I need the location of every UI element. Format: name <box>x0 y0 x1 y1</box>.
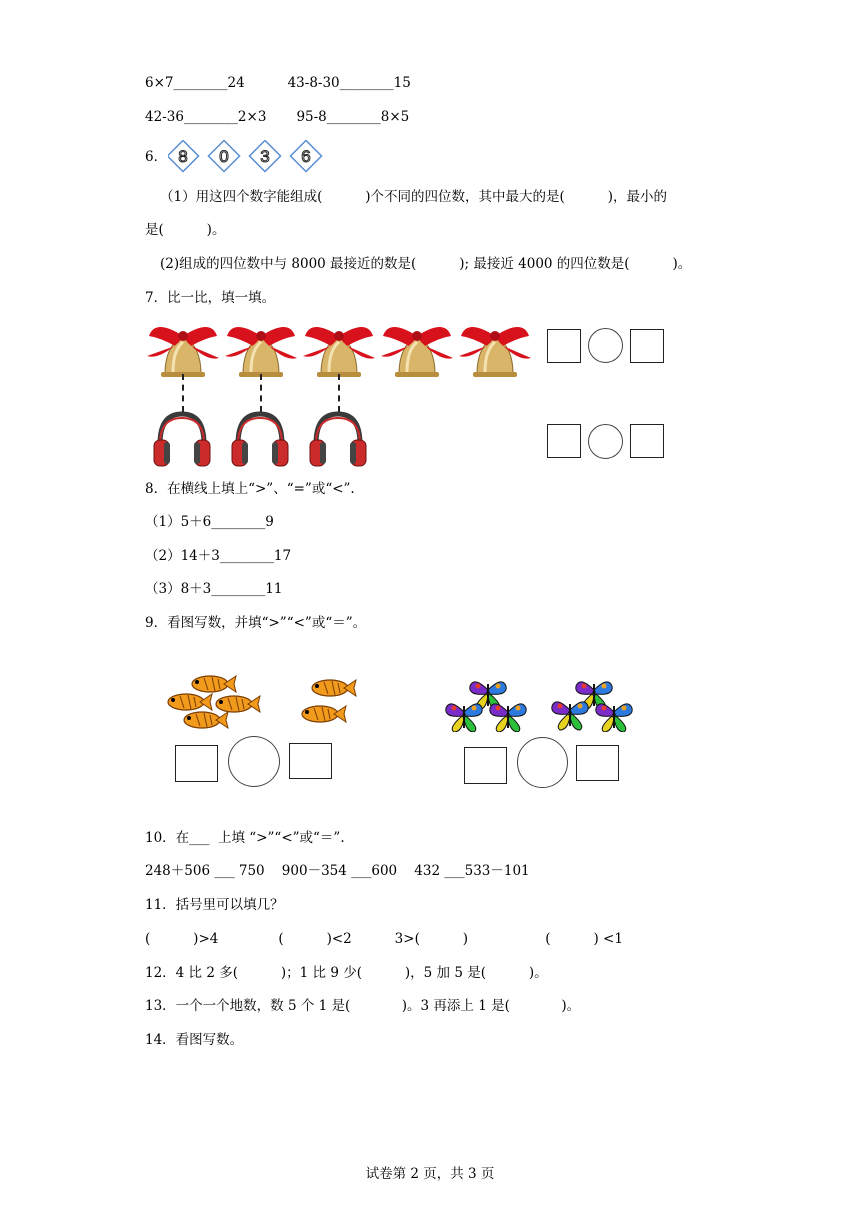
butterfly-icon-2 <box>446 704 482 732</box>
question-8-part-1: （1）5＋6________9 <box>145 514 274 530</box>
fish-icon-5 <box>312 680 356 696</box>
digit-tile-3 <box>249 140 280 171</box>
butterfly-group <box>442 676 638 732</box>
answer-box-9a-right[interactable] <box>289 743 332 779</box>
answer-box-7a-left[interactable] <box>547 329 581 363</box>
fish-icon-4 <box>184 712 228 728</box>
answer-circle-7a[interactable] <box>588 328 623 363</box>
answer-circle-9b[interactable] <box>517 737 568 788</box>
question-6-part-1a: （1）用这四个数字能组成( )个不同的四位数，其中最大的是( )，最小的 <box>160 189 667 205</box>
fish-group <box>160 670 370 740</box>
answer-circle-9a[interactable] <box>228 736 280 787</box>
answer-box-7b-right[interactable] <box>630 424 664 458</box>
answer-box-7b-left[interactable] <box>547 424 581 458</box>
digit-1: 0 <box>219 147 229 166</box>
digit-tile-8 <box>168 140 199 171</box>
question-10-expressions: 248＋506 ___ 750 900－354 ___600 432 ___533－101 <box>145 863 530 879</box>
question-14: 14．看图写数。 <box>145 1032 244 1048</box>
digit-2: 3 <box>260 147 270 166</box>
headphones-icon-1 <box>154 414 210 466</box>
headphones-icon-2 <box>232 414 288 466</box>
question-11-title: 11．括号里可以填几？ <box>145 897 284 913</box>
answer-box-9b-left[interactable] <box>464 747 507 784</box>
connector-line-1 <box>182 374 184 412</box>
headphones-row <box>150 410 380 470</box>
answer-box-7a-right[interactable] <box>630 329 664 363</box>
connector-line-2 <box>260 374 262 412</box>
bell-icon-1 <box>147 327 219 377</box>
butterfly-icon-3 <box>490 704 526 732</box>
question-7-title: 7．比一比，填一填。 <box>145 290 276 306</box>
answer-circle-7b[interactable] <box>588 424 623 459</box>
digit-0: 8 <box>178 147 188 166</box>
compare-line-1: 6×7________24 43-8-30________15 <box>145 75 411 91</box>
bell-icon-2 <box>225 327 297 377</box>
question-13: 13．一个一个地数，数 5 个 1 是( )。3 再添上 1 是( )。 <box>145 998 581 1014</box>
fish-icon-3 <box>216 696 260 712</box>
digit-tile-6 <box>290 140 321 171</box>
bell-icon-3 <box>303 327 375 377</box>
bells-row <box>145 316 535 382</box>
fish-icon-1 <box>192 676 236 692</box>
question-6-number: 6． <box>145 149 168 165</box>
bell-icon-5 <box>459 327 531 377</box>
answer-box-9b-right[interactable] <box>576 745 619 781</box>
compare-line-2: 42-36________2×3 95-8________8×5 <box>145 109 410 125</box>
question-8-title: 8．在横线上填上“>”、“=”或“<”. <box>145 481 355 497</box>
butterfly-icon-5 <box>552 702 588 730</box>
question-12: 12．4 比 2 多( )；1 比 9 少( )，5 加 5 是( )。 <box>145 965 548 981</box>
fish-icon-6 <box>302 706 346 722</box>
connector-line-3 <box>338 374 340 412</box>
question-10-title: 10．在___ 上填 “>”“<”或“＝”. <box>145 830 345 846</box>
digit-3: 6 <box>301 147 311 166</box>
page-footer: 试卷第 2 页，共 3 页 <box>365 1166 495 1182</box>
butterfly-icon-6 <box>596 704 632 732</box>
question-8-part-3: （3）8＋3________11 <box>145 581 283 597</box>
digit-tiles <box>168 140 328 174</box>
answer-box-9a-left[interactable] <box>175 745 218 782</box>
headphones-icon-3 <box>310 414 366 466</box>
question-9-title: 9．看图写数，并填“>”“<”或“＝”。 <box>145 615 367 631</box>
fish-icon-2 <box>168 694 212 710</box>
question-8-part-2: （2）14＋3________17 <box>145 548 292 564</box>
question-6-part-2: (2)组成的四位数中与 8000 最接近的数是( ); 最接近 4000 的四位数是( )。 <box>160 256 692 272</box>
question-11-expressions: ( )>4 ( )<2 3>( ) ( ) <1 <box>145 931 623 947</box>
question-6-part-1b: 是( )。 <box>145 222 226 238</box>
bell-icon-4 <box>381 327 453 377</box>
digit-tile-0 <box>208 140 239 171</box>
